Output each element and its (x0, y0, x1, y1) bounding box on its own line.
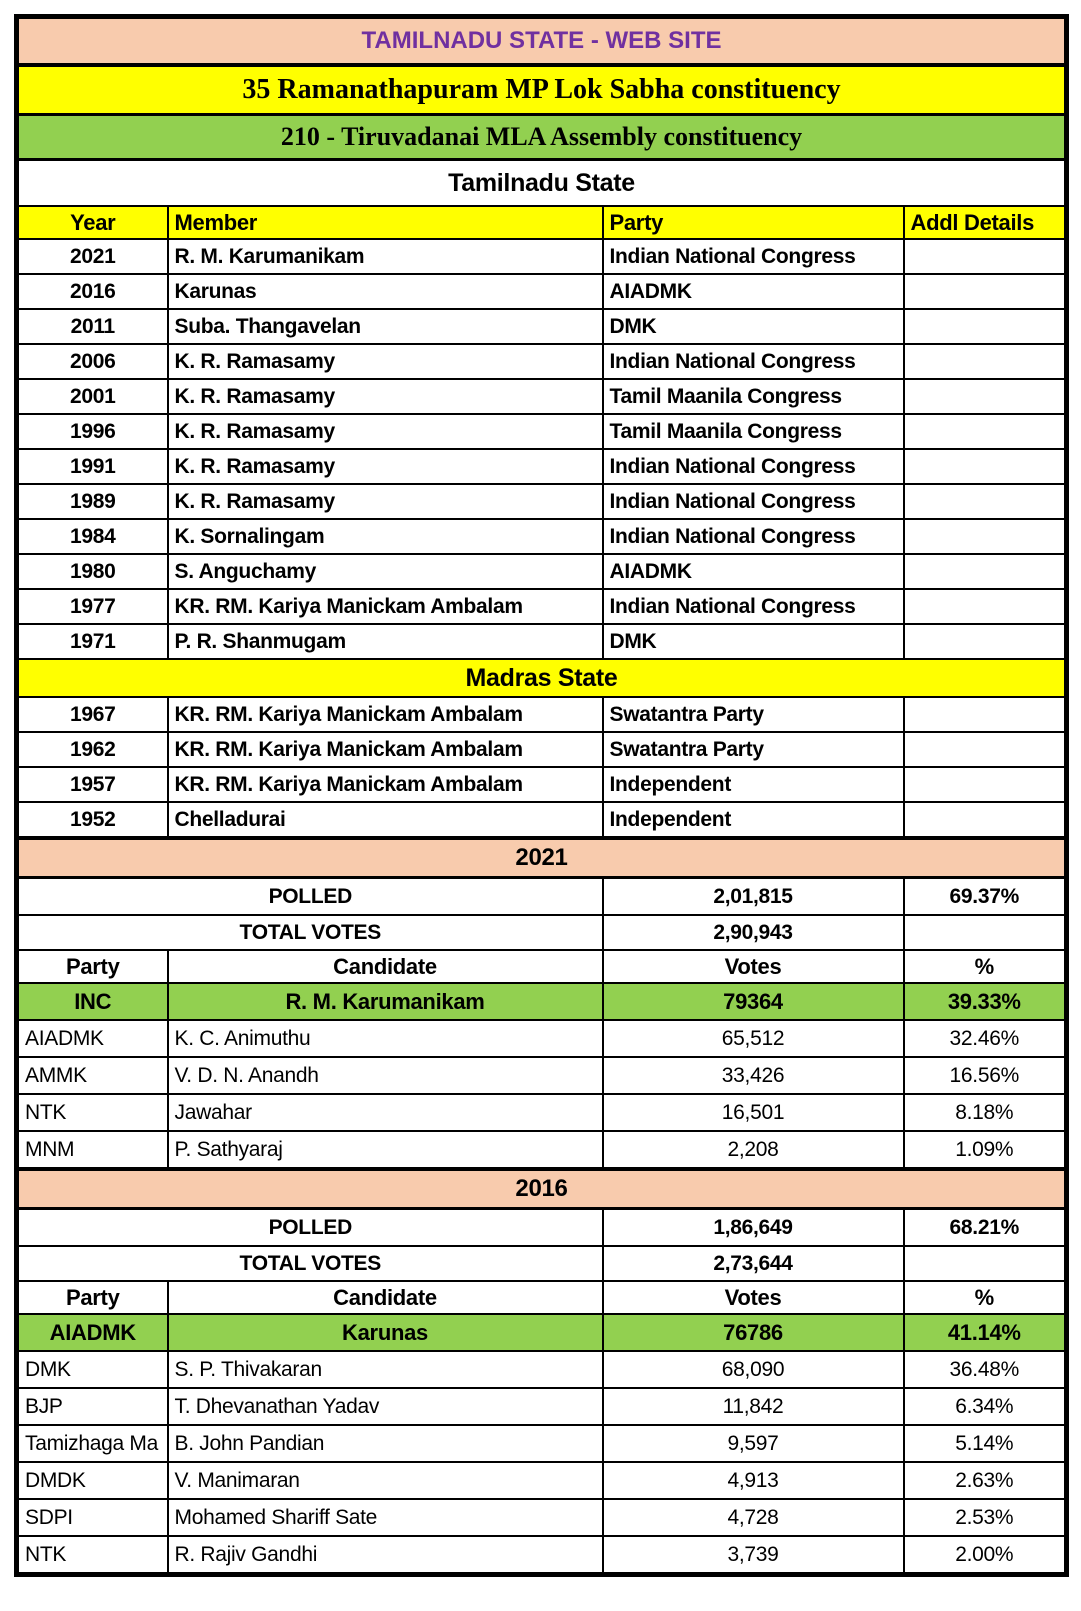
election-year-label: 2021 (17, 838, 1067, 878)
candidate-party-cell: NTK (17, 1094, 168, 1131)
total-votes-label: TOTAL VOTES (17, 1246, 603, 1281)
party-column-header: Party (603, 206, 904, 239)
addl-cell (904, 344, 1067, 379)
winner-candidate: Karunas (168, 1314, 603, 1351)
addl-cell (904, 274, 1067, 309)
tamilnadu-state-heading-row (17, 160, 1067, 207)
year-cell: 1962 (17, 732, 168, 767)
table-row (17, 1020, 1067, 1057)
candidate-party-cell: MNM (17, 1131, 168, 1169)
candidate-party-cell: BJP (17, 1388, 168, 1425)
candidate-name-cell: Mohamed Shariff Sate (168, 1499, 603, 1536)
candidate-votes-cell: 65,512 (603, 1020, 904, 1057)
percent-column-header: % (904, 1281, 1067, 1314)
candidate-name-cell: K. C. Animuthu (168, 1020, 603, 1057)
election-year-label: 2016 (17, 1169, 1067, 1209)
party-cell: Indian National Congress (603, 344, 904, 379)
party-cell: DMK (603, 624, 904, 659)
total-votes-percent-empty (904, 915, 1067, 950)
election-year-band-2021 (17, 838, 1067, 878)
member-cell: S. Anguchamy (168, 554, 603, 589)
table-row (17, 732, 1067, 767)
party-cell: Independent (603, 767, 904, 802)
member-cell: K. R. Ramasamy (168, 449, 603, 484)
winner-candidate: R. M. Karumanikam (168, 983, 603, 1020)
winner-votes: 79364 (603, 983, 904, 1020)
table-row (17, 1536, 1067, 1575)
party-cell: Swatantra Party (603, 732, 904, 767)
year-cell: 2016 (17, 274, 168, 309)
percent-column-header: % (904, 950, 1067, 983)
table-row (17, 309, 1067, 344)
candidate-party-cell: Tamizhaga Ma (17, 1425, 168, 1462)
party-cell: Indian National Congress (603, 239, 904, 274)
table-row (17, 1057, 1067, 1094)
candidate-percent-cell: 36.48% (904, 1351, 1067, 1388)
candidate-votes-cell: 33,426 (603, 1057, 904, 1094)
member-cell: K. Sornalingam (168, 519, 603, 554)
history-columns-header (17, 206, 1067, 239)
candidate-name-cell: V. Manimaran (168, 1462, 603, 1499)
candidate-votes-cell: 11,842 (603, 1388, 904, 1425)
addl-cell (904, 519, 1067, 554)
candidate-party-cell: NTK (17, 1536, 168, 1575)
candidate-party-cell: AIADMK (17, 1020, 168, 1057)
winner-party: INC (17, 983, 168, 1020)
candidate-votes-cell: 9,597 (603, 1425, 904, 1462)
year-cell: 2011 (17, 309, 168, 344)
addl-cell (904, 767, 1067, 802)
addl-cell (904, 449, 1067, 484)
madras-state-heading: Madras State (17, 659, 1067, 697)
table-row (17, 1094, 1067, 1131)
addl-cell (904, 484, 1067, 519)
candidate-party-cell: DMK (17, 1351, 168, 1388)
table-row (17, 379, 1067, 414)
madras-state-heading-row (17, 659, 1067, 697)
candidate-percent-cell: 2.63% (904, 1462, 1067, 1499)
polled-label: POLLED (17, 878, 603, 916)
total-votes-value: 2,73,644 (603, 1246, 904, 1281)
polled-label: POLLED (17, 1209, 603, 1247)
polled-percent: 69.37% (904, 878, 1067, 916)
votes-column-header: Votes (603, 950, 904, 983)
addl-cell (904, 589, 1067, 624)
candidate-votes-cell: 68,090 (603, 1351, 904, 1388)
party-cell: Tamil Maanila Congress (603, 414, 904, 449)
votes-column-header: Votes (603, 1281, 904, 1314)
tamilnadu-history-rows (17, 239, 1067, 659)
year-cell: 1989 (17, 484, 168, 519)
mla-constituency-row (17, 115, 1067, 160)
table-row (17, 1388, 1067, 1425)
addl-cell (904, 414, 1067, 449)
table-row (17, 1351, 1067, 1388)
table-row (17, 1425, 1067, 1462)
polled-row-2021 (17, 878, 1067, 916)
polled-votes: 1,86,649 (603, 1209, 904, 1247)
candidate-percent-cell: 1.09% (904, 1131, 1067, 1169)
results-columns-header-2016 (17, 1281, 1067, 1314)
site-title-row (17, 17, 1067, 66)
candidate-votes-cell: 3,739 (603, 1536, 904, 1575)
table-row (17, 414, 1067, 449)
party-cell: AIADMK (603, 554, 904, 589)
candidate-percent-cell: 8.18% (904, 1094, 1067, 1131)
party-cell: DMK (603, 309, 904, 344)
candidate-name-cell: R. Rajiv Gandhi (168, 1536, 603, 1575)
candidate-percent-cell: 32.46% (904, 1020, 1067, 1057)
addl-cell (904, 309, 1067, 344)
member-cell: Chelladurai (168, 802, 603, 838)
table-row (17, 1131, 1067, 1169)
candidate-party-cell: DMDK (17, 1462, 168, 1499)
party-cell: Indian National Congress (603, 449, 904, 484)
table-row (17, 554, 1067, 589)
election-year-band-2016 (17, 1169, 1067, 1209)
candidate-name-cell: T. Dhevanathan Yadav (168, 1388, 603, 1425)
madras-history-rows (17, 697, 1067, 838)
candidate-votes-cell: 4,728 (603, 1499, 904, 1536)
party-column-header: Party (17, 950, 168, 983)
year-cell: 1980 (17, 554, 168, 589)
candidate-name-cell: P. Sathyaraj (168, 1131, 603, 1169)
year-cell: 1991 (17, 449, 168, 484)
addl-cell (904, 697, 1067, 732)
member-cell: K. R. Ramasamy (168, 414, 603, 449)
candidate-percent-cell: 6.34% (904, 1388, 1067, 1425)
candidate-name-cell: V. D. N. Anandh (168, 1057, 603, 1094)
table-row (17, 484, 1067, 519)
member-cell: KR. RM. Kariya Manickam Ambalam (168, 767, 603, 802)
member-cell: KR. RM. Kariya Manickam Ambalam (168, 732, 603, 767)
party-cell: Indian National Congress (603, 484, 904, 519)
total-votes-percent-empty (904, 1246, 1067, 1281)
candidate-party-cell: AMMK (17, 1057, 168, 1094)
tamilnadu-state-heading: Tamilnadu State (17, 160, 1067, 207)
party-cell: Indian National Congress (603, 589, 904, 624)
table-row (17, 239, 1067, 274)
year-cell: 1952 (17, 802, 168, 838)
addl-cell (904, 624, 1067, 659)
winner-percent: 41.14% (904, 1314, 1067, 1351)
candidate-rows-2016 (17, 1351, 1067, 1575)
mla-constituency-title: 210 - Tiruvadanai MLA Assembly constituency (17, 115, 1067, 160)
party-cell: Tamil Maanila Congress (603, 379, 904, 414)
total-votes-value: 2,90,943 (603, 915, 904, 950)
table-row (17, 1462, 1067, 1499)
year-cell: 2006 (17, 344, 168, 379)
year-cell: 1957 (17, 767, 168, 802)
member-cell: KR. RM. Kariya Manickam Ambalam (168, 589, 603, 624)
winner-party: AIADMK (17, 1314, 168, 1351)
party-cell: Independent (603, 802, 904, 838)
member-cell: K. R. Ramasamy (168, 344, 603, 379)
polled-percent: 68.21% (904, 1209, 1067, 1247)
member-cell: P. R. Shanmugam (168, 624, 603, 659)
candidate-column-header: Candidate (168, 1281, 603, 1314)
member-cell: K. R. Ramasamy (168, 484, 603, 519)
member-cell: K. R. Ramasamy (168, 379, 603, 414)
year-cell: 1977 (17, 589, 168, 624)
addl-cell (904, 379, 1067, 414)
site-title: TAMILNADU STATE - WEB SITE (17, 17, 1067, 66)
candidate-votes-cell: 2,208 (603, 1131, 904, 1169)
member-column-header: Member (168, 206, 603, 239)
candidate-party-cell: SDPI (17, 1499, 168, 1536)
table-row (17, 1499, 1067, 1536)
table-row (17, 589, 1067, 624)
member-cell: Suba. Thangavelan (168, 309, 603, 344)
polled-row-2016 (17, 1209, 1067, 1247)
year-cell: 1984 (17, 519, 168, 554)
results-columns-header-2021 (17, 950, 1067, 983)
candidate-percent-cell: 2.53% (904, 1499, 1067, 1536)
candidate-votes-cell: 4,913 (603, 1462, 904, 1499)
addl-details-column-header: Addl Details (904, 206, 1067, 239)
addl-cell (904, 732, 1067, 767)
mp-constituency-row (17, 65, 1067, 115)
candidate-name-cell: Jawahar (168, 1094, 603, 1131)
table-row (17, 344, 1067, 379)
table-row (17, 624, 1067, 659)
year-cell: 2021 (17, 239, 168, 274)
election-history-table (14, 14, 1069, 1577)
table-row (17, 802, 1067, 838)
total-votes-label: TOTAL VOTES (17, 915, 603, 950)
party-cell: Swatantra Party (603, 697, 904, 732)
year-column-header: Year (17, 206, 168, 239)
addl-cell (904, 554, 1067, 589)
table-row (17, 767, 1067, 802)
year-cell: 1967 (17, 697, 168, 732)
winner-row-2021 (17, 983, 1067, 1020)
year-cell: 2001 (17, 379, 168, 414)
addl-cell (904, 802, 1067, 838)
member-cell: Karunas (168, 274, 603, 309)
winner-percent: 39.33% (904, 983, 1067, 1020)
candidate-column-header: Candidate (168, 950, 603, 983)
candidate-percent-cell: 5.14% (904, 1425, 1067, 1462)
candidate-percent-cell: 16.56% (904, 1057, 1067, 1094)
candidate-votes-cell: 16,501 (603, 1094, 904, 1131)
table-row (17, 519, 1067, 554)
table-row (17, 449, 1067, 484)
table-row (17, 274, 1067, 309)
winner-row-2016 (17, 1314, 1067, 1351)
party-cell: Indian National Congress (603, 519, 904, 554)
candidate-rows-2021 (17, 1020, 1067, 1169)
candidate-name-cell: S. P. Thivakaran (168, 1351, 603, 1388)
candidate-name-cell: B. John Pandian (168, 1425, 603, 1462)
member-cell: KR. RM. Kariya Manickam Ambalam (168, 697, 603, 732)
polled-votes: 2,01,815 (603, 878, 904, 916)
year-cell: 1971 (17, 624, 168, 659)
year-cell: 1996 (17, 414, 168, 449)
addl-cell (904, 239, 1067, 274)
mp-constituency-title: 35 Ramanathapuram MP Lok Sabha constituency (17, 65, 1067, 115)
table-row (17, 697, 1067, 732)
total-votes-row-2016 (17, 1246, 1067, 1281)
winner-votes: 76786 (603, 1314, 904, 1351)
member-cell: R. M. Karumanikam (168, 239, 603, 274)
candidate-percent-cell: 2.00% (904, 1536, 1067, 1575)
party-cell: AIADMK (603, 274, 904, 309)
party-column-header: Party (17, 1281, 168, 1314)
total-votes-row-2021 (17, 915, 1067, 950)
